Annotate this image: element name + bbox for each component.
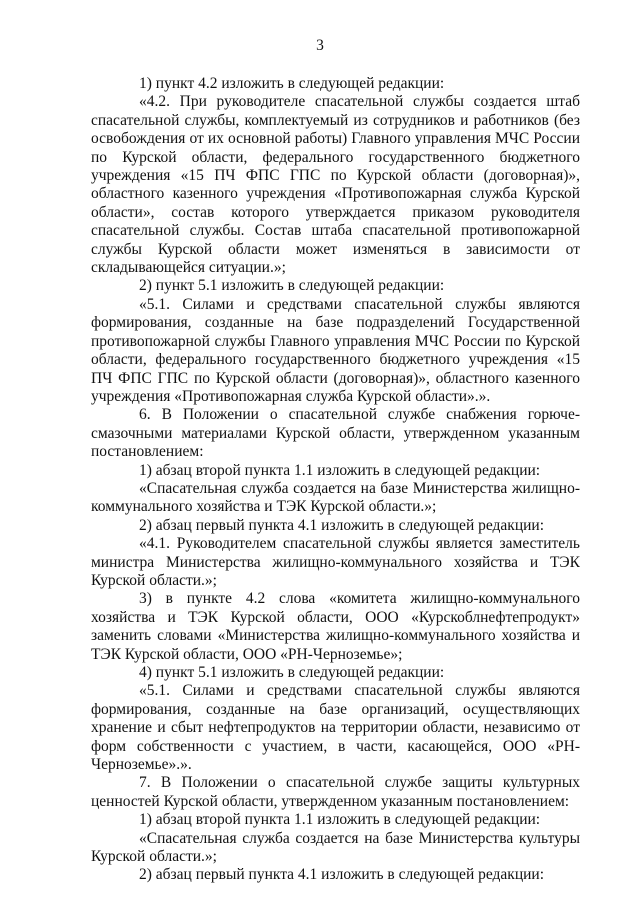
paragraph: 1) пункт 4.2 изложить в следующей редакции: bbox=[139, 75, 445, 92]
paragraph: 1) абзац второй пункта 1.1 изложить в следующей редакции: bbox=[139, 811, 541, 829]
paragraph: 2) пункт 5.1 изложить в следующей редакции: bbox=[139, 277, 445, 295]
paragraph: «5.1. Силами и средствами спасательной службы являются формирования, созданные на базе организаций, осуществляющих хранение и сбыт нефтепродуктов на территории области, независимо от форм собственности с участием, в части, касающейся, ООО «РН-Черноземье».». bbox=[91, 682, 580, 774]
paragraph: «5.1. Силами и средствами спасательной службы являются формирования, созданные на базе подразделений Государственной противопожарной службы Главного управления МЧС России по Курской области, федерального государственного бюджетного учреждения «15 ПЧ ФПС ГПС по Курской области (договорная)», областного казенного учреждения «Противопожарная служба Курской области».». bbox=[91, 295, 580, 405]
paragraph: 6. В Положении о спасательной службе снабжения горюче-смазочными материалами Курской области, утвержденном указанным постановлением: bbox=[91, 406, 580, 461]
paragraph: 3) в пункте 4.2 слова «комитета жилищно-коммунального хозяйства и ТЭК Курской области, ООО «Курскоблнефтепродукт» заменить словами «Министерства жилищно-коммунального хозяйства и ТЭК Курской области, ООО «РН-Черноземье»; bbox=[91, 590, 580, 663]
paragraph: 1) абзац второй пункта 1.1 изложить в следующей редакции: bbox=[139, 461, 541, 479]
document-body bbox=[91, 75, 580, 885]
paragraph: 4) пункт 5.1 изложить в следующей редакции: bbox=[139, 664, 445, 681]
paragraph: «Спасательная служба создается на базе Министерства жилищно-коммунального хозяйства и ТЭК Курской области.»; bbox=[91, 479, 580, 516]
paragraph: 2) абзац первый пункта 4.1 изложить в следующей редакции: bbox=[139, 516, 545, 534]
paragraph: «4.1. Руководителем спасательной службы является заместитель министра Министерства жилищно-коммунального хозяйства и ТЭК Курской области.»; bbox=[91, 535, 580, 589]
paragraph: «Спасательная служба создается на базе Министерства культуры Курской области.»; bbox=[91, 829, 580, 866]
paragraph: 2) абзац первый пункта 4.1 изложить в следующей редакции: bbox=[139, 866, 545, 884]
paragraph: «4.2. При руководителе спасательной службы создается штаб спасательной службы, комплектуемый из сотрудников и работников (без освобождения от их основной работы) Главного управления МЧС России по Курской области, федерального государственного бюджетного учреждения «15 ПЧ ФПС ГПС по Курской области (договорная)», областного казенного учреждения «Противопожарная служба Курской области», состав которого утверждается приказом руководителя спасательной службы. Состав штаба спасательной противопожарной службы Курской области может изменяться в зависимости от складывающейся ситуации.»; bbox=[91, 93, 580, 277]
page-number: 3 bbox=[316, 37, 324, 54]
paragraph: 7. В Положении о спасательной службе защиты культурных ценностей Курской области, утвержденном указанным постановлением: bbox=[91, 774, 580, 810]
